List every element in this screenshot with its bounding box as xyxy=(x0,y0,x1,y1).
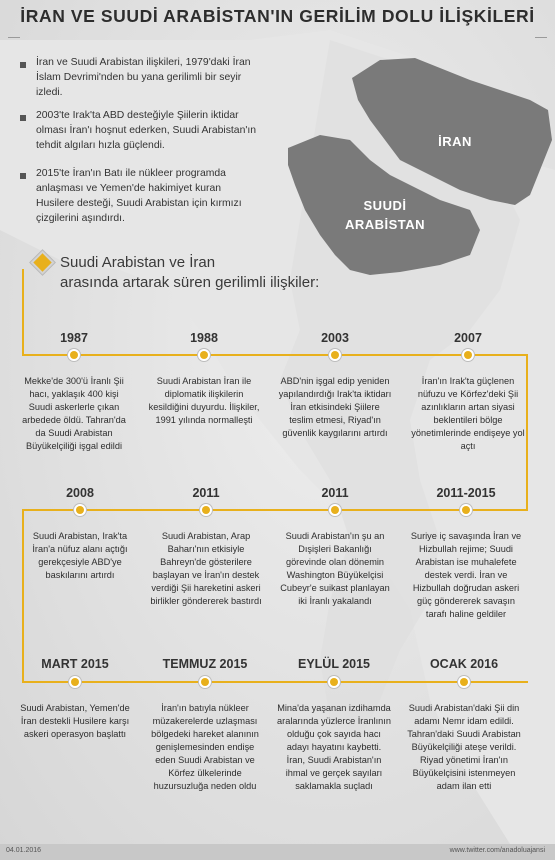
footer-date: 04.01.2016 xyxy=(6,847,42,854)
timeline-dot xyxy=(460,678,468,686)
event-year: TEMMUZ 2015 xyxy=(162,657,248,671)
saudi-label-line2: ARABİSTAN xyxy=(344,217,426,232)
timeline-heading-line1: Suudi Arabistan ve İran xyxy=(60,254,216,271)
timeline-dot xyxy=(71,678,79,686)
bullet-marker xyxy=(20,173,26,179)
bullet-text: 2015'te İran'ın Batı ile nükleer programda anlaşması ve Yemen'de hakimiyet kuran Husilere desteği, Suudi Arabistan için kırmızı çizgilerini aşındırdı. xyxy=(36,168,242,224)
event-year: 2003 xyxy=(321,331,349,345)
timeline-connector xyxy=(526,354,528,510)
saudi-label-line1: SUUDİ xyxy=(363,198,407,213)
timeline-line xyxy=(22,354,528,356)
bullet-text: 2003'te Irak'ta ABD desteğiyle Şiilerin iktidar olması İran'ı hoşnut ederken, Suudi Arabistan'ın tehdit algıları hızla güçlendi. xyxy=(36,110,256,151)
event-year: 2011-2015 xyxy=(436,486,496,500)
event-text: Suudi Arabistan'ın şu an Dışişleri Bakanlığı görevinde olan dönemin Washington Büyükelçisi Cubeyr'e suikast planlayan iki İranlı yakalandı xyxy=(280,531,390,606)
timeline-heading-line2: arasında artarak süren gerilimli ilişkiler: xyxy=(60,274,320,291)
timeline-dot xyxy=(201,678,209,686)
timeline-line xyxy=(22,681,528,683)
title-rule-left xyxy=(8,37,20,38)
event-text: Suudi Arabistan, Irak'ta İran'a nüfuz alanı açtığı gerekçesiyle ABD'ye baskılarını artırdı xyxy=(32,531,128,580)
event-year: OCAK 2016 xyxy=(429,657,499,671)
timeline-heading xyxy=(60,253,360,293)
bullet-marker xyxy=(20,62,26,68)
event-year: 2011 xyxy=(321,486,349,500)
event-text: Mina'da yaşanan izdihamda aralarında yüzlerce İranlının olduğu çok sayıda hacı adayı hayatını kaybetti. İran, Suudi Arabistan'ın ihmal ve gerçek sayıları saklamakla suçladı xyxy=(277,703,391,791)
event-text: İran'ın batıyla nükleer müzakerelerde uzlaşması bölgedeki hareket alanının genişlemesinden endişe eden Suudi Arabistan ve Körfez ülkelerinde huzursuzluğa neden oldu xyxy=(151,703,259,791)
event-text: Suudi Arabistan İran ile diplomatik ilişkilerin kesildiğini duyurdu. İlişkiler, 1991 yılında normalleşti xyxy=(148,376,260,425)
event-year: 2007 xyxy=(454,331,482,345)
event-text: ABD'nin işgal edip yeniden yapılandırdığı Irak'ta iktidarı İran etkisindeki Şiilere teslim etmesi, Riyad'ın güvenlik kaygılarını artırdı xyxy=(278,376,392,438)
event-text: İran'ın Irak'ta güçlenen nüfuzu ve Körfez'deki Şii azınlıkların artan siyasi beklentileri bölge yönetimlerinde endişeye yol açtı xyxy=(411,376,525,451)
timeline-dot xyxy=(70,351,78,359)
timeline-dot xyxy=(462,506,470,514)
event-text: Suudi Arabistan, Yemen'de İran destekli Husilere karşı askeri operasyon başlattı xyxy=(20,703,130,739)
timeline-dot xyxy=(76,506,84,514)
timeline-dot xyxy=(331,351,339,359)
event-text: Suudi Arabistan'daki Şii din adamı Nemr idam edildi. Tahran'daki Suudi Arabistan Büyükelçiliği ateşe verildi. Riyad yönetimi İran'ın Büyükelçisini istenmeyen adam ilan etti xyxy=(407,703,521,791)
event-text: Mekke'de 300'ü İranlı Şii hacı, yaklaşık 400 kişi Suudi askerlerle çıkan arbedede öldü. Tahran'da da Suudi Arabistan Büyükelçiliği işgal edildi xyxy=(22,376,126,451)
saudi-label xyxy=(330,196,440,234)
title-rule-right xyxy=(535,37,547,38)
footer-bar xyxy=(0,844,555,860)
timeline-dot xyxy=(331,506,339,514)
timeline-dot xyxy=(200,351,208,359)
timeline-dot xyxy=(464,351,472,359)
event-text: Suudi Arabistan, Arap Baharı'nın etkisiyle Bahreyn'de gösterilere başlayan ve İran'ın destek verdiği Şii hareketini askeri birlikler göndererek bastırdı xyxy=(150,531,262,606)
page-title: İRAN VE SUUDİ ARABİSTAN'IN GERİLİM DOLU İLİŞKİLERİ xyxy=(20,6,535,26)
event-year: EYLÜL 2015 xyxy=(297,657,371,671)
event-year: 2008 xyxy=(66,486,94,500)
timeline-line xyxy=(22,509,528,511)
bullet-marker xyxy=(20,115,26,121)
footer-source-link[interactable]: www.twitter.com/anadoluajansi xyxy=(449,847,545,854)
event-year: 1988 xyxy=(190,331,218,345)
timeline-dot xyxy=(330,678,338,686)
event-text: Suriye iç savaşında İran ve Hizbullah rejime; Suudi Arabistan ise muhalefete destek verdi. İran ve Hizbullah doğrudan askeri güç göndererek savaşın tarafı haline geldiler xyxy=(410,531,522,619)
bullet-text: İran ve Suudi Arabistan ilişkileri, 1979'daki İran İslam Devrimi'nden bu yana gerilimli bir seyir izledi. xyxy=(36,57,251,98)
event-year: MART 2015 xyxy=(41,657,109,671)
event-year: 1987 xyxy=(60,331,88,345)
event-year: 2011 xyxy=(192,486,220,500)
timeline-dot xyxy=(202,506,210,514)
iran-label: İRAN xyxy=(438,134,472,149)
